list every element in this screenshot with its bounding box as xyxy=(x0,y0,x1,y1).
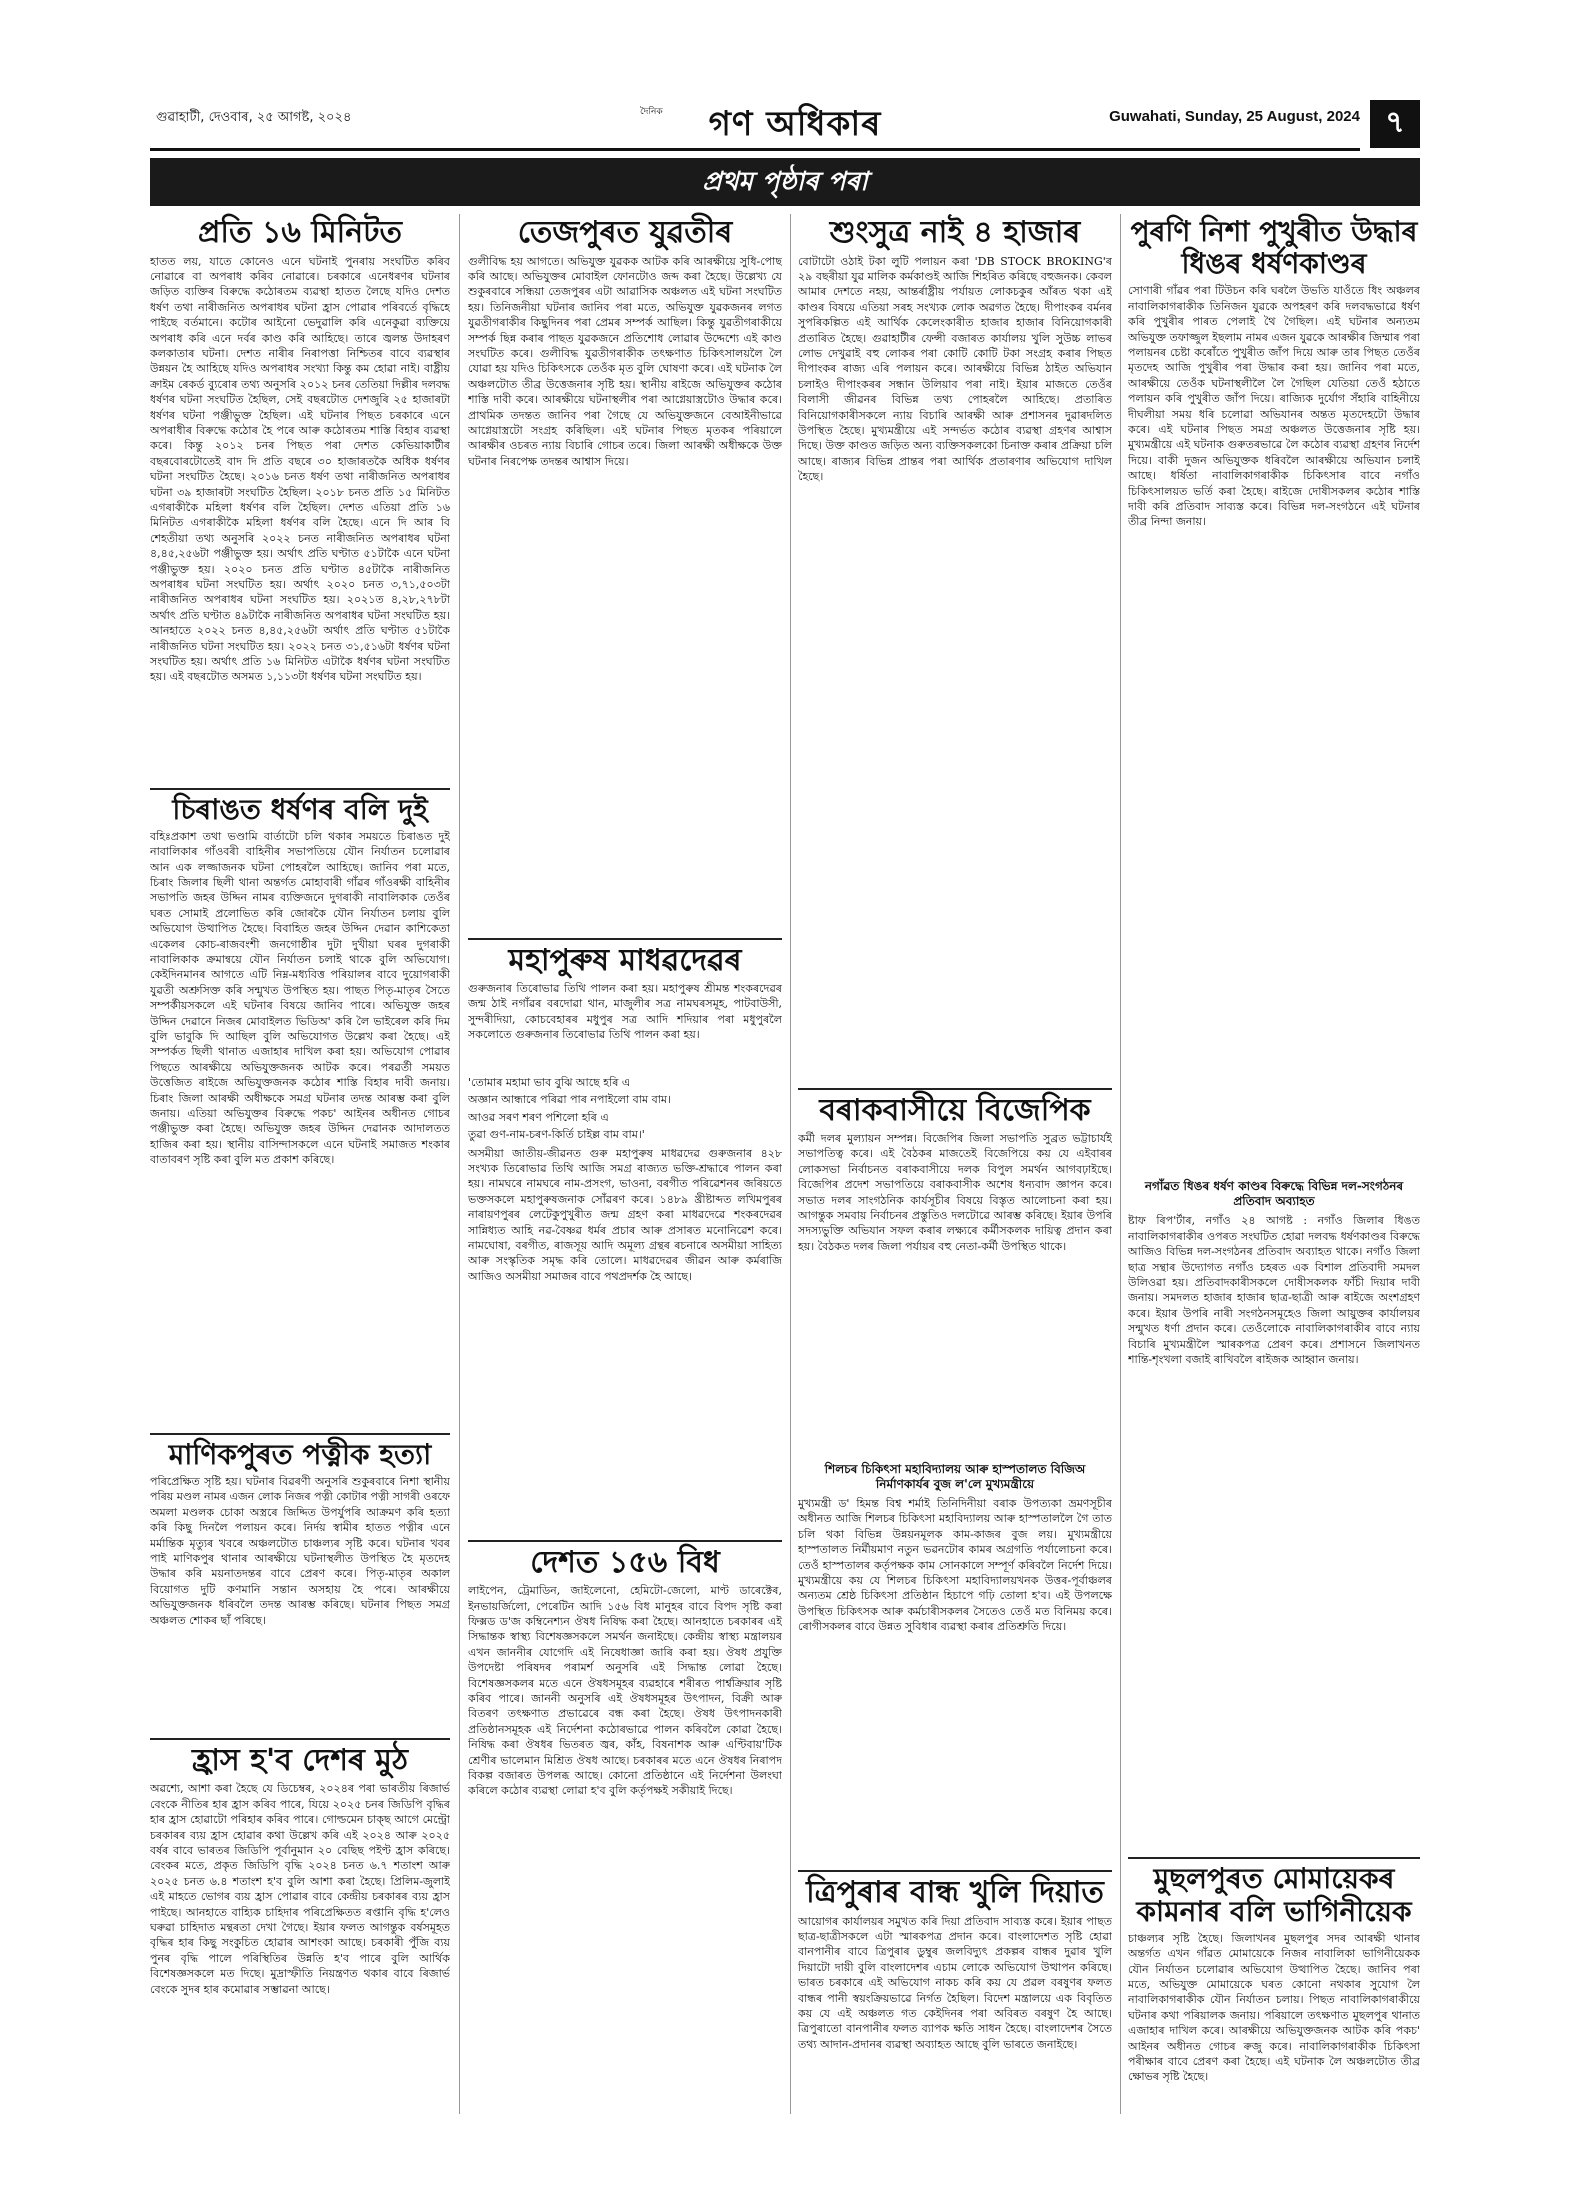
article-db-stock xyxy=(798,216,1112,1084)
article-madhavdev xyxy=(468,944,782,1536)
article-divider xyxy=(468,938,782,940)
article-headline: দেশত ১৫৬ বিধ xyxy=(530,1544,720,1580)
column-4 xyxy=(1128,210,1420,2121)
column-2 xyxy=(468,210,782,2143)
article-headline: শুংসুত্ৰ নাই ৪ হাজাৰ xyxy=(829,215,1081,250)
article-tezpur-girl xyxy=(468,216,782,934)
column-divider xyxy=(459,214,460,2114)
article-body: কৰ্মী দলৰ মুল্যায়ন সম্পন্ন। বিজেপিৰ জিলা সভাপতি সুব্ৰত ভট্টাচাৰ্যই সভাপতিত্ব কৰে। এই বৈঠকৰ মাজতেই বিজেপিয়ে কয় যে এইবাৰৰ লোকসভা নিৰ্বাচনত বৰাকবাসীয়ে দলক বিপুল সমৰ্থন আগবঢ়াইছে। বিজেপিৰ প্ৰদেশ সভাপতিয়ে বৰাকবাসীক অশেষ ধন্যবাদ জ্ঞাপন কৰে। সভাত দলৰ সাংগঠনিক কাৰ্যসূচীৰ বিষয়ে বিস্তৃত আলোচনা কৰা হয়। আগন্তুক সমবায় নিৰ্বাচনৰ প্ৰস্তুতিও দলটোৱে আৰম্ভ কৰিছে। ইয়াৰ উপৰি সদস্যভুক্তি অভিযান সফল কৰাৰ লক্ষ্যৰে কৰ্মীসকলক দায়িত্ব প্ৰদান কৰা হয়। বৈঠকত দলৰ জিলা পৰ্যায়ৰ বহু নেতা-কৰ্মী উপস্থিত থাকে। xyxy=(798,1132,1112,1253)
article-headline: প্ৰতি ১৬ মিনিটত xyxy=(198,215,402,250)
article-body: সোণাৰী গাঁৱৰ পৰা টিউচন কৰি ঘৰলৈ উভতি যাওঁতে ধিং অঞ্চলৰ নাবালিকাগৰাকীক তিনিজন যুৱকে অপহৰণ কৰি দলবদ্ধভাৱে ধৰ্ষণ কৰি পুখুৰীৰ পাৰত পেলাই থৈ গৈছিল। এই ঘটনাৰ অন্যতম অভিযুক্ত তফাজ্জুল ইছলাম নামৰ এজন যুৱকে আৰক্ষীৰ জিম্মাৰ পৰা পলায়নৰ চেষ্টা কৰোঁতে পুখুৰীত জাঁপ দিয়ে আৰু তাৰ পিছত তেওঁৰ মৃতদেহ আজি পুখুৰীৰ পৰা উদ্ধাৰ কৰা হয়। জানিব পৰা মতে, আৰক্ষীয়ে তেওঁক ঘটনাস্থলীলৈ লৈ গৈছিল যেতিয়া তেওঁ হঠাতে পলায়ন কৰি পুখুৰীত জাঁপ দিয়ে। ৰাজ্যিক দুৰ্যোগ সঁহাৰি বাহিনীয়ে দীঘলীয়া সময় ধৰি চলোৱা অভিযানৰ অন্তত মৃতদেহটো উদ্ধাৰ কৰে। এই ঘটনাৰ পিছত সমগ্ৰ অঞ্চলত উত্তেজনাৰ সৃষ্টি হয়। মুখ্যমন্ত্ৰীয়ে এই ঘটনাক গুৰুতৰভাৱে লৈ কঠোৰ ব্যৱস্থা গ্ৰহণৰ নিৰ্দেশ দিয়ে। বাকী দুজন অভিযুক্তক ধৰিবলৈ আৰক্ষীয়ে অভিযান চলাই আছে। ধৰ্ষিতা নাবালিকাগৰাকীক চিকিৎসাৰ বাবে নগাঁও চিকিৎসালয়ত ভৰ্তি কৰা হৈছে। ৰাইজে দোষীসকলৰ কঠোৰ শাস্তি দাবী কৰি প্ৰতিবাদ সাব্যস্ত কৰে। বিভিন্ন দল-সংগঠনে এই ঘটনাৰ তীব্ৰ নিন্দা জনায়। xyxy=(1128,284,1420,529)
article-body: বোটাটো ওঠাই টকা লুটি পলায়ন কৰা 'DB STOCK BROKING'ৰ ২৯ বছৰীয়া যুৱ মালিক কৰ্মকাণ্ডই আজি শিহৰিত কৰিছে বহুজনক। কেবল আমাৰ দেশতে নহয়, আন্তৰ্ৰাষ্ট্ৰীয় পৰ্যায়ত লোকচকুৰ আঁৰত থকা এই কাণ্ডৰ বিষয়ে এতিয়া সৰহ সংখ্যক লোক অৱগত হৈছে। দীপাংকৰ বৰ্মনৰ সুপৰিকল্পিত এই আৰ্থিক কেলেংকাৰীত হাজাৰ হাজাৰ বিনিয়োগকাৰী প্ৰতাৰিত হৈছে। গুৱাহাটীৰ ফেন্সী বজাৰত কাৰ্যালয় খুলি সুউচ্চ লাভৰ লোভ দেখুৱাই বহু লোকৰ পৰা কোটি কোটি টকা সংগ্ৰহ কৰাৰ পিছত দীপাংকৰ ৰাজ্য এৰি পলায়ন কৰে। আৰক্ষীয়ে বিভিন্ন ঠাইত অভিযান চলাইও দীপাংকৰৰ সন্ধান উলিয়াব পৰা নাই। ইয়াৰ মাজতে তেওঁৰ বিলাসী জীৱনৰ বিভিন্ন তথ্য পোহৰলৈ আহিছে। প্ৰতাৰিত বিনিয়োগকাৰীসকলে ন্যায় বিচাৰি আৰক্ষী আৰু প্ৰশাসনৰ দুৱাৰদলিত উপস্থিত হৈছে। মুখ্যমন্ত্ৰীয়ে এই সন্দৰ্ভত কঠোৰ ব্যৱস্থা গ্ৰহণৰ আশ্বাস দিছে। উক্ত কাণ্ডত জড়িত অন্য ব্যক্তিসকলকো চিনাক্ত কৰাৰ প্ৰক্ৰিয়া চলি আছে। ৰাজ্যৰ বিভিন্ন প্ৰান্তৰ পৰা আৰ্থিক প্ৰতাৰণাৰ অভিযোগ দাখিল হৈছে। xyxy=(798,254,1112,484)
article-body: চাঞ্চল্যৰ সৃষ্টি হৈছে। জিলাখনৰ মুছলপুৰ সদৰ আৰক্ষী থানাৰ অন্তৰ্গত এখন গাঁৱত মোমায়েকে নিজৰ নাবালিকা ভাগিনীয়েকক যৌন নিৰ্যাতন চলোৱাৰ অভিযোগ উত্থাপিত হৈছে। জানিব পৰা মতে, অভিযুক্ত মোমায়েকে ঘৰত কোনো নথকাৰ সুযোগ লৈ নাবালিকাগৰাকীক যৌন নিৰ্যাতন চলায়। পিছত নাবালিকাগৰাকীয়ে ঘটনাৰ কথা পৰিয়ালক জনায়। পৰিয়ালে তৎক্ষণাত মুছলপুৰ থানাত এজাহাৰ দাখিল কৰে। আৰক্ষীয়ে অভিযুক্তজনক আটক কৰি পকচ' আইনৰ অধীনত গোচৰ ৰুজু কৰে। নাবালিকাগৰাকীক চিকিৎসা পৰীক্ষাৰ বাবে প্ৰেৰণ কৰা হৈছে। এই ঘটনাক লৈ অঞ্চলটোত তীব্ৰ ক্ষোভৰ সৃষ্টি হৈছে। xyxy=(1128,1931,1420,2084)
column-divider xyxy=(1120,214,1121,2114)
article-divider xyxy=(1128,1857,1420,1859)
article-divider xyxy=(150,1738,450,1740)
article-headline: ত্ৰিপুৰাৰ বান্ধ খুলি দিয়াত xyxy=(806,1875,1104,1910)
article-body-continued: মুখ্যমন্ত্ৰী ড' হিমন্ত বিশ্ব শৰ্মাই তিনিদিনীয়া বৰাক উপত্যকা ভ্ৰমণসূচীৰ অধীনত আজি শিলচৰ চিকিৎসা মহাবিদ্যালয় আৰু হাস্পতাললৈ গৈ তাত চলি থকা বিভিন্ন উন্নয়নমূলক কাম-কাজৰ বুজ লয়। মুখ্যমন্ত্ৰীয়ে হাস্পতালত নিৰ্মীয়মাণ নতুন ভৱনটোৰ কামৰ অগ্ৰগতি পৰ্যালোচনা কৰে। তেওঁ হাস্পতালৰ কৰ্তৃপক্ষক কাম সোনকালে সম্পূৰ্ণ কৰিবলৈ নিৰ্দেশ দিয়ে। মুখ্যমন্ত্ৰীয়ে কয় যে শিলচৰ চিকিৎসা মহাবিদ্যালয়খনক উত্তৰ-পূৰ্বাঞ্চলৰ অন্যতম শ্ৰেষ্ঠ চিকিৎসা প্ৰতিষ্ঠান হিচাপে গঢ়ি তোলা হ'ব। এই উপলক্ষে উপস্থিত চিকিৎসক আৰু কৰ্মচাৰীসকলৰ সৈতেও তেওঁ মত বিনিময় কৰে। ৰোগীসকলৰ বাবে উন্নত সুবিধাৰ ব্যৱস্থা কৰাৰ প্ৰতিশ্ৰুতি দিয়ে। xyxy=(798,1497,1112,1634)
masthead-date-english: Guwahati, Sunday, 25 August, 2024 xyxy=(1109,108,1360,125)
article-prati-16-minute xyxy=(150,216,450,784)
verse-line: 'তোমাৰ মহামা ভাব বুঝি আছে হৰি এ xyxy=(468,1076,631,1089)
section-banner: প্ৰথম পৃষ্ঠাৰ পৰা xyxy=(150,158,1420,206)
article-headline: বৰাকবাসীয়ে বিজেপিক xyxy=(819,1092,1091,1128)
masthead-date-assamese: গুৱাহাটী, দেওবাৰ, ২৫ আগষ্ট, ২০২৪ xyxy=(156,110,352,125)
article-body: অৱশ্যে, আশা কৰা হৈছে যে ডিচেম্বৰ, ২০২৪ৰ পৰা ভাৰতীয় ৰিজাৰ্ভ বেংকে নীতিৰ হাৰ হ্ৰাস কৰিব পাৰে, যিয়ে ২০২৫ চনৰ জিডিপি বৃদ্ধিৰ হাৰ হ্ৰাস হোৱাটো পৰিহাৰ কৰিব পাৰে। গোল্ডমেন চাক্‌ছ আগে মেন্ট্ৰো চৰকাৰৰ ব্যয় হ্ৰাস হোৱাৰ কথা উল্লেখ কৰি এই ২০২৪ আৰু ২০২৫ বৰ্ষৰ বাবে ভাৰতৰ জিডিপি পূৰ্বানুমান ২০ বেছিছ পইণ্ট হ্ৰাস কৰিছে। বেংকৰ মতে, প্ৰকৃত জিডিপি বৃদ্ধি ২০২৪ চনত ৬.৭ শতাংশ আৰু ২০২৫ চনত ৬.৪ শতাংশ হ'ব বুলি আশা কৰা হৈছে। প্ৰিলিম-জুলাই এই মাহতে ভোগৰ ব্যয় হ্ৰাস পোৱাৰ বাবে কেন্দ্ৰীয় চৰকাৰৰ ব্যয় হ্ৰাস পাইছে। আনহাতে বাহ্যিক চাহিদাৰ পৰিপ্ৰেক্ষিতত ৰপ্তানি বৃদ্ধি হ'লেও ঘৰুৱা চাহিদাত মন্থৰতা দেখা গৈছে। ইয়াৰ ফলত আগন্তুক বৰ্ষসমূহত বৃদ্ধিৰ হাৰ কিছু সংকুচিত হোৱাৰ আশংকা আছে। চৰকাৰী পুঁজি ব্যয় পুনৰ বৃদ্ধি পালে পৰিস্থিতিৰ উন্নতি হ'ব পাৰে বুলি আৰ্থিক বিশেষজ্ঞসকলে মত দিছে। মুদ্ৰাস্ফীতি নিয়ন্ত্ৰণত থকাৰ বাবে ৰিজাৰ্ভ বেংকে সুদৰ হাৰ কমোৱাৰ সম্ভাৱনা আছে। xyxy=(150,1782,450,1996)
article-gdp-decline xyxy=(150,1744,450,2182)
article-dhing-case xyxy=(1128,216,1420,1853)
article-subhead: শিলচৰ চিকিৎসা মহাবিদ্যালয় আৰু হাস্পতালত বিজিঅ নিৰ্মাণকাৰ্যৰ বুজ ল'লে মুখ্যমন্ত্ৰীয়ে xyxy=(824,1462,1086,1491)
verse-line: অজ্ঞান আন্ধাৰে পৰিৱা পাৰ নপাইলো বাম বাম। xyxy=(468,1093,671,1107)
article-manikpur-murder xyxy=(150,1439,450,1734)
article-body: গুৰুজনাৰ তিৰোভাৱ তিথি পালন কৰা হয়। মহাপুৰুষ শ্ৰীমন্ত শংকৰদেৱৰ জন্ম ঠাই নগাঁৱৰ বৰদোৱা থান, মাজুলীৰ সত্ৰ নামঘৰসমূহ, পাটবাউসী, সুন্দৰীদিয়া, কোচবেহাৰৰ মধুপুৰ সত্ৰ আদি শদিয়াৰ পৰা মধুপুৰলৈ সকলোতে গুৰুজনাৰ তিৰোভাৱ তিথি পালন কৰা হয়। xyxy=(468,982,782,1042)
article-headline: হ্ৰাস হ'ব দেশৰ মুঠ xyxy=(192,1742,408,1778)
article-subhead: নগাঁৱত ধিঙৰ ধৰ্ষণ কাণ্ডৰ বিৰুদ্ধে বিভিন্ন দল-সংগঠনৰ প্ৰতিবাদ অব্যাহত xyxy=(1144,1179,1404,1209)
column-divider xyxy=(790,214,791,2114)
article-barak-bjp xyxy=(798,1094,1112,1867)
article-tripura-dam xyxy=(798,1876,1112,2114)
article-body: হাতত লয়, যাতে কোনেও এনে ঘটনাই পুনৰায় সংঘটিত কৰিব নোৱাৰে বা অপৰাধ কৰিব নোৱাৰে। চৰকাৰে এনেধৰণৰ ঘটনাৰ জড়িত ব্যক্তিৰ বিৰুদ্ধে কঠোৰতম ব্যৱস্থা হাতত লৈছে যদিও দেশত ধৰ্ষণ তথা নাৰীজনিত অপৰাধৰ ঘটনা হ্ৰাস পোৱাৰ পৰিবৰ্তে বৃদ্ধিহে পাইছে বৰ্তমানে। কটোৰ আইনো ভেদুৱালি কৰি এনেকুৱা ব্যক্তিয়ে অপৰাধ কৰি এনে দৰ্বৰ কাণ্ড কৰি আহিছে। তাৰে জ্বলন্ত উদাহৰণ কলকাতাৰ ঘটনা। দেশত নাৰীৰ নিৰাপত্তা নিশ্চিতৰ বাবে ব্যৱস্থাৰ উন্নয়ন হৈ আহিছে যদিও অপৰাধৰ সংখ্যা কিন্তু কম হোৱা নাই। বাষ্ট্ৰীয় ক্ৰাইম ৰেকৰ্ড ব্যুৰোৰ তথ্য অনুসৰি ২০১২ চনৰ তেতিয়া দিল্লীৰ দলবদ্ধ ধৰ্ষণৰ ঘটনা সংঘটিত হৈছিল, সেই বছৰটোত দেশজুৰি ২৫ হাজাৰটা ধৰ্ষণৰ ঘটনা পঞ্জীভুক্ত হৈছিল। এই ঘটনাৰ পিছত চৰকাৰে এনে অপৰাধীৰ বিৰুদ্ধে কঠোৰ হৈ পৰে আৰু কঠোৰতম শাস্তি বিহাৰ ব্যৱস্থা কৰে। কিন্তু ২০১২ চনৰ পিছত পৰা দেশত কেভিয়াকাটীৰ বছৰবোৰটোতেই বাদ দি প্ৰতি বছৰে ৩০ হাজাৰতকৈ অধিক ধৰ্ষণৰ ঘটনা সংঘটিত হৈছে। ২০১৬ চনত ধৰ্ষণ তথা নাৰীজনিত অপৰাধৰ ঘটনা ৩৯ হাজাৰটা সংঘটিত হৈছিল। ২০১৮ চনত প্ৰতি ১৫ মিনিটত এগৰাকীকৈ মহিলা ধৰ্ষণৰ বলি হৈছিল। দেশত এতিয়া প্ৰতি ১৬ মিনিটত এগৰাকীকৈ মহিলা ধৰ্ষণৰ বলি হৈছে। এনে দি আৰ বি শেহতীয়া তথ্য অনুসৰি ২০২২ চনত নাৰীজনিত অপৰাধৰ ঘটনা ৪,৪৫,২৫৬টা পঞ্জীভুক্ত হয়। অৰ্থাৎ প্ৰতি ঘণ্টাত ৫১টাকৈ এনে ঘটনা পঞ্জীভুক্ত হয়। ২০২০ চনত প্ৰতি ঘণ্টাত ৪৫টাকৈ নাৰীজনিত অপৰাধৰ ঘটনা সংঘটিত হয়। অৰ্থাৎ ২০২০ চনত ৩,৭১,৫০৩টা নাৰীজনিত অপৰাধৰ ঘটনা সংঘটিত হয়। ২০২১ত ৪,২৮,২৭৮টা অৰ্থাৎ প্ৰতি ঘণ্টাত ৪৯টাকৈ নাৰীজনিত অপৰাধৰ ঘটনা সংঘটিত হয়। আনহাতে ২০২২ চনত ৪,৪৫,২৫৬টা অৰ্থাৎ প্ৰতি ঘণ্টাত ৫১টাকৈ নাৰীজনিত ঘটনা সংঘটিত হয়। ২০২২ চনত ৩১,৫১৬টা ধৰ্ষণৰ ঘটনা সংঘটিত হয়। অৰ্থাৎ প্ৰতি ১৬ মিনিটত এটাকৈ ধৰ্ষণৰ ঘটনা সংঘটিত হয়। এই বছৰটোত অসমত ১,১১৩টা ধৰ্ষণৰ ঘটনা সংঘটিত হয়। xyxy=(150,254,450,684)
article-divider xyxy=(150,788,450,790)
article-body: গুলীবিদ্ধ হয় আগতে। অভিযুক্ত যুৱকক আটক কৰি আৰক্ষীয়ে সুধি-পোছ কৰি আছে। অভিযুক্তৰ মোবাইল ফোনটোও জব্দ কৰা হৈছে। উল্লেখ্য যে শুকুৰবাৰে সন্ধিয়া তেজপুৰৰ এটা আৱাসিক অঞ্চলত এই ঘটনা সংঘটিত হয়। তিনিজনীয়া ঘটনাৰ জানিব পৰা মতে, অভিযুক্ত যুৱকজনৰ লগত যুৱতীগৰাকীৰ কিছুদিনৰ পৰা প্ৰেমৰ সম্পৰ্ক আছিল। কিন্তু যুৱতীগৰাকীয়ে সম্পৰ্ক ছিন্ন কৰাৰ পাছত যুৱকজনে প্ৰতিশোধ লোৱাৰ উদ্দেশ্যে এই কাণ্ড সংঘটিত কৰে। গুলীবিদ্ধ যুৱতীগৰাকীক তৎক্ষণাত চিকিৎসালয়লৈ লৈ যোৱা হয় যদিও চিকিৎসকে তেওঁক মৃত বুলি ঘোষণা কৰে। এই ঘটনাক লৈ অঞ্চলটোত তীব্ৰ উত্তেজনাৰ সৃষ্টি হয়। স্থানীয় ৰাইজে অভিযুক্তৰ কঠোৰ শাস্তি দাবী কৰে। আৰক্ষীয়ে ঘটনাস্থলীৰ পৰা আগ্নেয়াস্ত্ৰটোও উদ্ধাৰ কৰে। প্ৰাথমিক তদন্তত জানিব পৰা গৈছে যে অভিযুক্তজনে বেআইনীভাৱে আগ্নেয়াস্ত্ৰটো সংগ্ৰহ কৰিছিল। এই ঘটনাৰ পিছত মৃতকৰ পৰিয়ালে আৰক্ষীৰ ওচৰত ন্যায় বিচাৰি গোচৰ তৰে। জিলা আৰক্ষী অধীক্ষকে উক্ত ঘটনাৰ নিৰপেক্ষ তদন্তৰ আশ্বাস দিয়ে। xyxy=(468,254,782,468)
verse-line: তুৱা গুণ-নাম-চৰণ-কিৰ্তি চাইল্ল বাম বাম।' xyxy=(468,1128,645,1142)
article-headline: মাণিকপুৰত পত্নীক হত্যা xyxy=(168,1437,432,1471)
article-divider xyxy=(468,1540,782,1542)
article-chirang-rape xyxy=(150,794,450,1429)
masthead xyxy=(150,100,1420,152)
logo-main: গণ অধিকাৰ xyxy=(708,104,882,144)
article-headline: পুৰণি নিশা পুখুৰীত উদ্ধাৰ ধিঙৰ ধৰ্ষণকাণ্ডৰ xyxy=(1130,215,1418,281)
article-body: বহিঃপ্ৰকাশ তথা ভণ্ডামি বাৰ্তাটো চলি থকাৰ সময়তে চিৰাঙত দুই নাবালিকাৰ গাঁওবৰী বাহিনীৰ সভাপতিয়ে যৌন নিৰ্যাতন চলোৱাৰ আন এক লজ্জাজনক ঘটনা পোহৰলৈ আহিছে। জানিব পৰা মতে, চিৰাং জিলাৰ ছিলী থানা অন্তৰ্গত মোহাবাৰী গাঁৱৰ গাঁওৰক্ষী বাহিনীৰ সভাপতি জহৰ উদ্দিন নামৰ ব্যক্তিজনে দুগৰাকী নাবালিকাক তেওঁৰ ঘৰত সোমাই প্ৰলোভিত কৰি জোৰকৈ যৌন নিৰ্যাতন চলায় বুলি অভিযোগ উত্থাপিত হৈছে। বিবাহিত জহৰ উদ্দিন দেৱান কাশিকেতা একেলৰ কোচ-ৰাজবংশী জনগোষ্ঠীৰ দুটা দুখীয়া ঘৰৰ দুগৰাকী নাবালিকাক ক্ৰমান্বয়ে যৌন নিৰ্যাতন চলাই থাকে বুলি অভিযোগ। কেইদিনমানৰ আগতে এটি নিম্ন-মধ্যবিত্ত পৰিয়ালৰ বাবে দুয়োগৰাকী যুৱতী অশ্ৰুসিক্ত কৰি সন্মুখত উপস্থিত হয়। পাছত পিতৃ-মাতৃৰ সৈতে সম্পৰ্কীয়সকলে এই ঘটনাৰ বিষয়ে জানিব পাৰে। অভিযুক্ত জহৰ উদ্দিন দেৱানে নিজৰ মোবাইলত ভিডিঅ' কৰি লৈ ভাইৰেল কৰি দিম বুলি ভাবুকি দি আছিল বুলি অভিযোগত উল্লেখ কৰা হৈছে। এই সম্পৰ্কত ছিলী থানাত এজাহাৰ দাখিল কৰা হয়। অভিযোগ পোৱাৰ পিছতে আৰক্ষীয়ে অভিযুক্তজনক আটক কৰে। পৰৱৰ্তী সময়ত উত্তেজিত ৰাইজে অভিযুক্তজনক কঠোৰ শাস্তি বিহাৰ দাবী জনায়। চিৰাং জিলা আৰক্ষী অধীক্ষকে সমগ্ৰ ঘটনাৰ তদন্ত আৰম্ভ কৰা বুলি জনায়। এতিয়া অভিযুক্তৰ বিৰুদ্ধে পকচ' আইনৰ অধীনত গোচৰ পঞ্জীভুক্ত কৰা হৈছে। অভিযুক্ত জহৰ উদ্দিন দেৱানক আদালতত হাজিৰ কৰা হয়। স্থানীয় বাসিন্দাসকলে এনে ঘটনাই সমাজত শংকাৰ বাতাবৰণ সৃষ্টি কৰা বুলি মত প্ৰকাশ কৰিছে। xyxy=(150,829,450,1167)
column-1 xyxy=(150,210,450,2181)
masthead-rule xyxy=(150,148,1360,151)
article-headline: চিৰাঙত ধৰ্ষণৰ বলি দুই xyxy=(172,792,428,826)
article-divider xyxy=(150,1433,450,1435)
page-number: ৭ xyxy=(1370,100,1420,148)
verse-line: আওৱ সৰণ শৰণ পশিলো হৰি এ xyxy=(468,1110,609,1124)
article-divider xyxy=(798,1088,1112,1090)
column-3 xyxy=(798,210,1112,2114)
article-body-continued: ষ্টাফ ৰিপ'ৰ্টাৰ, নগাঁও ২৪ আগষ্ট : নগাঁও জিলাৰ ধিঙত নাবালিকাগৰাকীৰ ওপৰত সংঘটিত হোৱা দলবদ্ধ ধৰ্ষণকাণ্ডৰ বিৰুদ্ধে আজিও বিভিন্ন দল-সংগঠনৰ প্ৰতিবাদ অব্যাহত থাকে। নগাঁও জিলা ছাত্ৰ সন্থাৰ উদ্যোগত নগাঁও চহৰত এক বিশাল প্ৰতিবাদী সমদল উলিওৱা হয়। প্ৰতিবাদকাৰীসকলে দোষীসকলক ফাঁচী দিয়াৰ দাবী জনায়। সমদলত হাজাৰ হাজাৰ ছাত্ৰ-ছাত্ৰী আৰু ৰাইজে অংশগ্ৰহণ কৰে। ইয়াৰ উপৰি নাৰী সংগঠনসমূহেও জিলা আয়ুক্তৰ কাৰ্যালয়ৰ সন্মুখত ধৰ্ণা প্ৰদান কৰে। তেওঁলোকে নাবালিকাগৰাকীৰ বাবে ন্যায় বিচাৰি মুখ্যমন্ত্ৰীলৈ স্মাৰকপত্ৰ প্ৰেৰণ কৰে। প্ৰশাসনে জিলাখনত শান্তি-শৃংখলা বজাই ৰাখিবলৈ ৰাইজক আহ্বান জনায়। xyxy=(1128,1214,1420,1367)
newspaper-logo xyxy=(630,100,960,148)
article-body: পৰিপ্ৰেক্ষিত সৃষ্টি হয়। ঘটনাৰ বিৱৰণী অনুসৰি শুকুৰবাৰে নিশা স্থানীয় পৰিয় মণ্ডল নামৰ এজন লোক নিজৰ পত্নী কোটাৰ পত্নী সাগৰী ওৰফে অমলা মণ্ডলক চোকা অস্ত্ৰৰে জিদ্দিত উপৰ্যুপৰি আক্ৰমণ কৰি হত্যা কৰি কিছু দিনলৈ পলায়ন কৰে। নিৰ্দয় স্বামীৰ হাতত পত্নীৰ এনে মৰ্মান্তিক মৃত্যুৰ খবৰে অঞ্চলটোত চাঞ্চল্যৰ সৃষ্টি কৰে। ঘটনাৰ খবৰ পাই মাণিকপুৰ থানাৰ আৰক্ষীয়ে ঘটনাস্থলীত উপস্থিত হৈ মৃতদেহ উদ্ধাৰ কৰি ময়নাতদন্তৰ বাবে প্ৰেৰণ কৰে। পিতৃ-মাতৃৰ অকাল বিয়োগত দুটি কণমানি সন্তান অসহায় হৈ পৰে। আৰক্ষীয়ে অভিযুক্তজনক ধৰিবলৈ তদন্ত আৰম্ভ কৰিছে। ঘটনাৰ পিছত সমগ্ৰ অঞ্চলত শোকৰ ছাঁ পৰিছে। xyxy=(150,1474,450,1627)
article-headline: মুছলপুৰত মোমায়েকৰ কামনাৰ বলি ভাগিনীয়েক xyxy=(1136,1862,1412,1928)
article-156-drugs xyxy=(468,1546,782,2144)
article-body: লাইপেন, ট্ৰেমাডিন, জাইলেনো, হেমিটো-জেলো, মাণ্ট ডাৰেক্টেৰ, ইনভায়ৰ্জিলো, পেৰেটিন আদি ১৫৬ বিধ মানুহৰ বাবে বিপদ সৃষ্টি কৰা ফিক্সড ড'জ কম্বিনেশ্যন ঔষধ নিষিদ্ধ কৰা হৈছে। আনহাতে চৰকাৰৰ এই সিদ্ধান্তক স্বাস্থ্য বিশেষজ্ঞসকলে সমৰ্থন জনাইছে। কেন্দ্ৰীয় স্বাস্থ্য মন্ত্ৰালয়ৰ এখন জাননীৰ যোগেদি এই নিষেধাজ্ঞা জাৰি কৰা হয়। ঔষধ প্ৰযুক্তি উপদেষ্টা পৰিষদৰ পৰামৰ্শ অনুসৰি এই সিদ্ধান্ত লোৱা হৈছে। বিশেষজ্ঞসকলৰ মতে এনে ঔষধসমূহৰ ব্যৱহাৰে শৰীৰত পাৰ্শ্বক্ৰিয়াৰ সৃষ্টি কৰিব পাৰে। জাননী অনুসৰি এই ঔষধসমূহৰ উৎপাদন, বিক্ৰী আৰু বিতৰণ তৎক্ষণাত প্ৰভাৱেৰে বন্ধ কৰা হৈছে। ঔষধ উৎপাদনকাৰী প্ৰতিষ্ঠানসমূহক এই নিৰ্দেশনা কঠোৰভাৱে পালন কৰিবলৈ কোৱা হৈছে। নিষিদ্ধ কৰা ঔষধৰ ভিতৰত জ্বৰ, কাঁহ, বিষনাশক আৰু এণ্টিবায়'টিক শ্ৰেণীৰ ভালেমান মিশ্ৰিত ঔষধ আছে। চৰকাৰৰ মতে এনে ঔষধৰ নিৰাপদ বিকল্প বজাৰত উপলব্ধ আছে। কোনো প্ৰতিষ্ঠানে এই নিৰ্দেশনা উলংঘা কৰিলে কঠোৰ ব্যৱস্থা লোৱা হ'ব বুলি কৰ্তৃপক্ষই সকীয়াই দিছে। xyxy=(468,1584,782,1798)
article-body-continued: অসমীয়া জাতীয়-জীৱনত গুৰু মহাপুৰুষ মাধৱদেৱ গুৰুজনাৰ ৪২৮ সংখ্যক তিৰোভাৱ তিথি আজি সমগ্ৰ ৰাজ্যত ভক্তি-শ্ৰদ্ধাৰে পালন কৰা হয়। নামঘৰে নামঘৰে নাম-প্ৰসংগ, ভাওনা, বৰগীত পৰিৱেশনৰ জৰিয়তে ভক্তসকলে মহাপুৰুষজনাক সোঁৱৰণ কৰে। ১৪৮৯ খ্ৰীষ্টাব্দত লখিমপুৰৰ নাৰায়ণপুৰৰ লেটেকুপুখুৰীত জন্ম গ্ৰহণ কৰা মাধৱদেৱে শংকৰদেৱৰ সান্নিধ্যত আহি নৱ-বৈষ্ণৱ ধৰ্মৰ প্ৰচাৰ আৰু প্ৰসাৰত মনোনিৱেশ কৰে। নামঘোষা, বৰগীত, ৰাজসূয় আদি অমূল্য গ্ৰন্থৰ ৰচনাৰে অসমীয়া সাহিত্য আৰু সংস্কৃতিক সমৃদ্ধ কৰি তোলে। মাধৱদেৱৰ জীৱন আৰু কৰ্মৰাজি আজিও অসমীয়া সমাজৰ বাবে পথপ্ৰদৰ্শক হৈ আছে। xyxy=(468,1146,782,1283)
article-headline: তেজপুৰত যুৱতীৰ xyxy=(517,215,733,250)
article-body: আয়োগৰ কাৰ্যালয়ৰ সমুখত কৰি দিয়া প্ৰতিবাদ সাব্যস্ত কৰে। ইয়াৰ পাছত ছাত্ৰ-ছাত্ৰীসকলে এটা স্মাৰকপত্ৰ প্ৰদান কৰে। বাংলাদেশত সৃষ্টি হোৱা বানপানীৰ বাবে ত্ৰিপুৰাৰ ডুম্বুৰ জলবিদ্যুৎ প্ৰকল্পৰ বান্ধৰ দুৱাৰ খুলি দিয়াটো দায়ী বুলি বাংলাদেশৰ এচাম লোকে অভিযোগ উত্থাপন কৰিছে। ভাৰত চৰকাৰে এই অভিযোগ নাকচ কৰি কয় যে প্ৰৱল বৰষুণৰ ফলত বান্ধৰ পানী স্বয়ংক্ৰিয়ভাৱে নিৰ্গত হৈছিল। বিদেশ মন্ত্ৰালয়ে এক বিবৃতিত কয় যে এই অঞ্চলত গত কেইদিনৰ পৰা অবিৰত বৰষুণ হৈ আছে। ত্ৰিপুৰাতো বানপানীৰ ফলত ব্যাপক ক্ষতি সাধন হৈছে। বাংলাদেশৰ সৈতে তথ্য আদান-প্ৰদানৰ ব্যৱস্থা অব্যাহত আছে বুলি ভাৰতে জনাইছে। xyxy=(798,1914,1112,2051)
article-mushalpur xyxy=(1128,1863,1420,2120)
logo-prefix: দৈনিক xyxy=(640,107,663,117)
article-divider xyxy=(798,1870,1112,1872)
article-headline: মহাপুৰুষ মাধৱদেৱৰ xyxy=(508,942,742,978)
